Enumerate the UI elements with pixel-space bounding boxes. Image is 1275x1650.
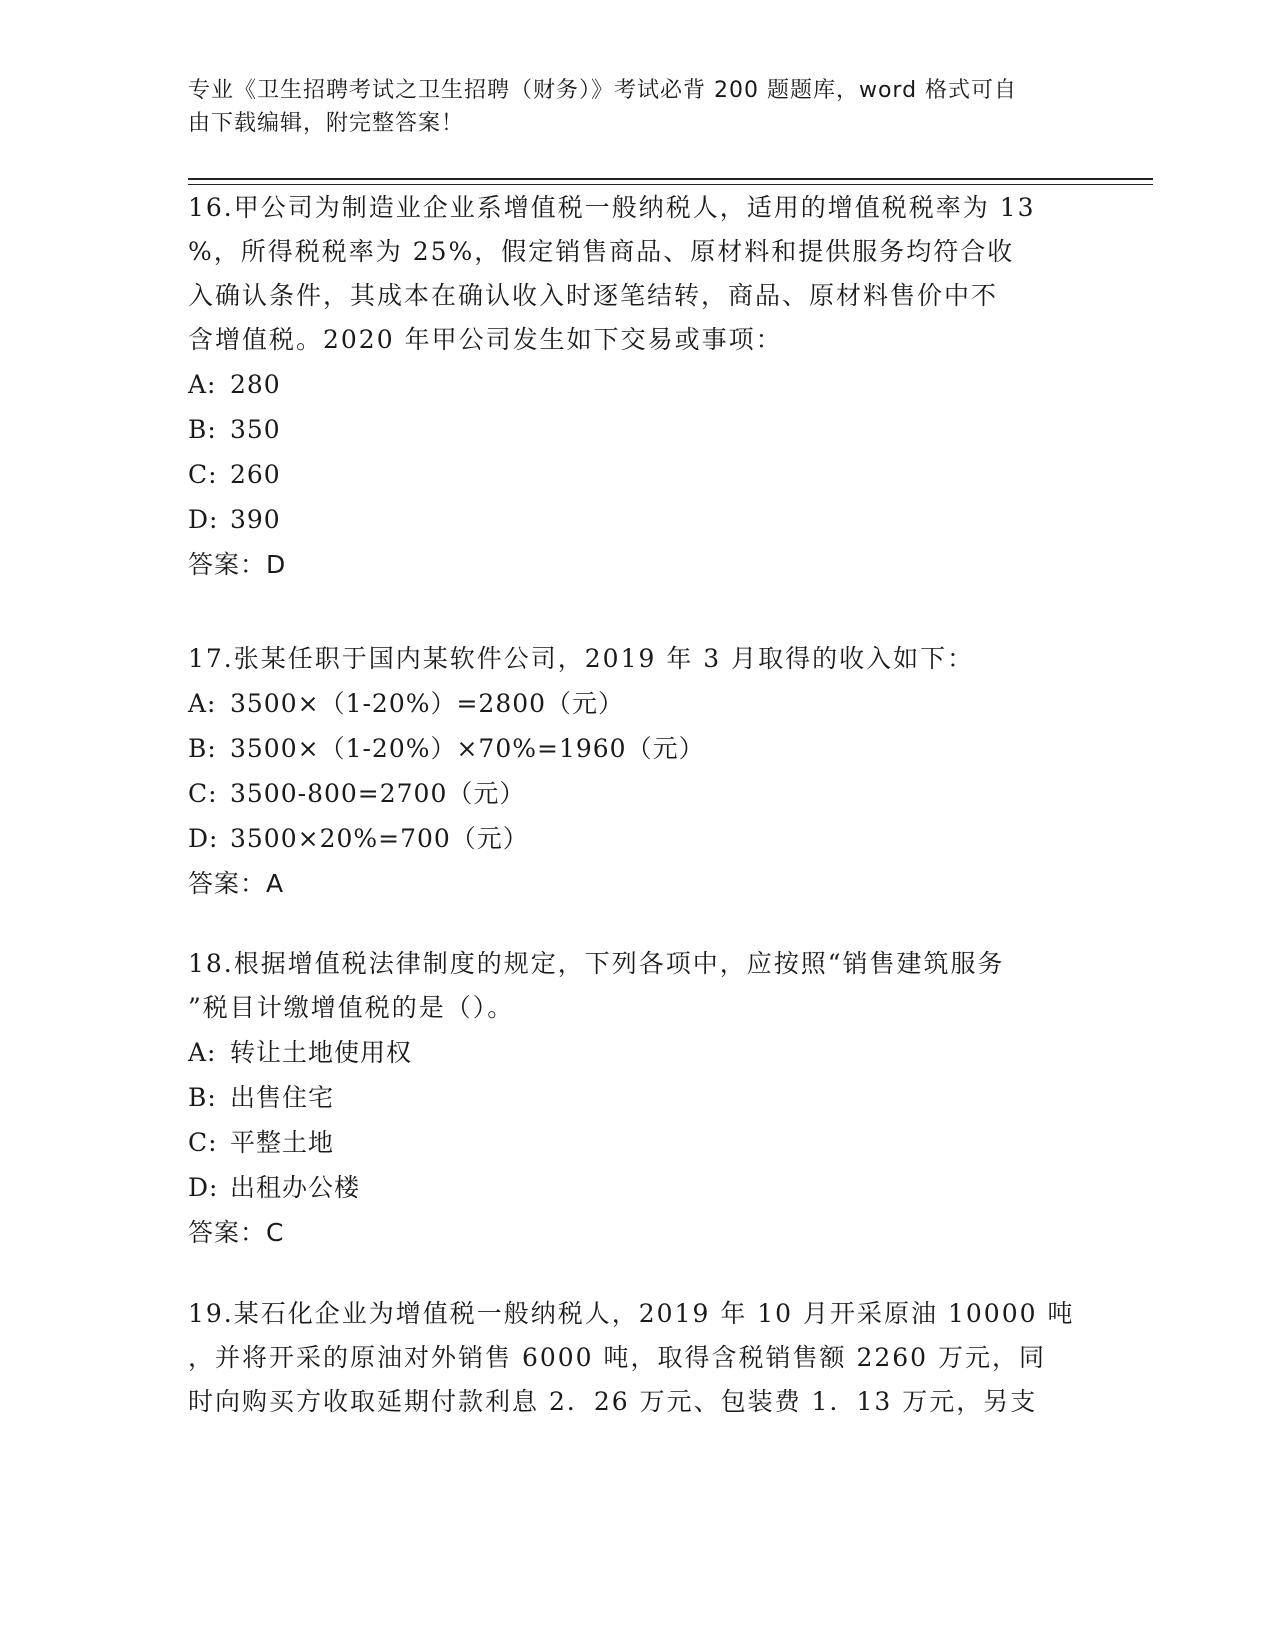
question-19 (188, 1292, 1088, 1424)
option-text: 350 (230, 415, 281, 444)
question-line: 入确认条件，其成本在确认收入时逐笔结转，商品、原材料售价中不 (188, 281, 999, 310)
header-line-1: 专业《卫生招聘考试之卫生招聘（财务）》考试必背 200 题题库，word 格式可自 (188, 78, 1018, 103)
question-line: 19.某石化企业为增值税一般纳税人，2019 年 10 月开采原油 10000 吨 (188, 1299, 1075, 1328)
option-a (188, 362, 1088, 407)
option-text: 转让土地使用权 (230, 1038, 413, 1067)
option-label: B: (188, 734, 217, 763)
option-c (188, 1120, 1088, 1165)
question-line: %，所得税税率为 25%，假定销售商品、原材料和提供服务均符合收 (188, 237, 1015, 266)
question-text (188, 637, 1088, 681)
option-a (188, 681, 1088, 726)
question-text (188, 942, 1088, 1030)
header-rule-thick (188, 178, 1153, 180)
question-18 (188, 942, 1088, 1255)
header-rule-thin (188, 184, 1153, 185)
question-line: ”税目计缴增值税的是（）。 (188, 993, 515, 1022)
option-label: D: (188, 824, 219, 853)
header-line-2: 由下载编辑，附完整答案！ (188, 111, 465, 136)
option-text: 280 (230, 370, 281, 399)
option-label: A: (188, 370, 217, 399)
option-text: 3500×20%=700（元） (230, 824, 529, 853)
question-line: ，并将开采的原油对外销售 6000 吨，取得含税销售额 2260 万元，同 (188, 1343, 1047, 1372)
option-b (188, 726, 1088, 771)
option-text: 出售住宅 (230, 1083, 335, 1112)
option-b (188, 407, 1088, 452)
option-text: 390 (230, 505, 281, 534)
option-d (188, 497, 1088, 542)
option-a (188, 1030, 1088, 1075)
option-c (188, 452, 1088, 497)
question-line: 时向购买方收取延期付款利息 2．26 万元、包装费 1．13 万元，另支 (188, 1387, 1038, 1416)
option-c (188, 771, 1088, 816)
option-label: D: (188, 505, 219, 534)
answer: 答案：A (188, 869, 285, 898)
answer: 答案：D (188, 550, 287, 579)
option-b (188, 1075, 1088, 1120)
question-line: 含增值税。2020 年甲公司发生如下交易或事项： (188, 325, 783, 354)
option-text: 出租办公楼 (230, 1173, 361, 1202)
option-text: 3500×（1-20%）×70%=1960（元） (230, 734, 705, 763)
option-label: A: (188, 1038, 217, 1067)
option-text: 3500×（1-20%）=2800（元） (230, 689, 625, 718)
option-text: 260 (230, 460, 281, 489)
option-d (188, 816, 1088, 861)
question-line: 16.甲公司为制造业企业系增值税一般纳税人，适用的增值税税率为 13 (188, 193, 1036, 222)
question-line: 17.张某任职于国内某软件公司，2019 年 3 月取得的收入如下： (188, 644, 975, 673)
question-16 (188, 186, 1088, 587)
option-label: C: (188, 460, 218, 489)
question-line: 18.根据增值税法律制度的规定，下列各项中，应按照“销售建筑服务 (188, 949, 1005, 978)
question-text (188, 1292, 1088, 1424)
option-label: C: (188, 1128, 218, 1157)
option-label: D: (188, 1173, 219, 1202)
answer: 答案：C (188, 1218, 285, 1247)
option-d (188, 1165, 1088, 1210)
option-text: 平整土地 (230, 1128, 335, 1157)
question-17 (188, 637, 1088, 906)
option-label: C: (188, 779, 218, 808)
option-label: A: (188, 689, 217, 718)
document-header (188, 74, 1078, 140)
option-text: 3500-800=2700（元） (230, 779, 526, 808)
option-label: B: (188, 415, 217, 444)
option-label: B: (188, 1083, 217, 1112)
question-text (188, 186, 1088, 362)
